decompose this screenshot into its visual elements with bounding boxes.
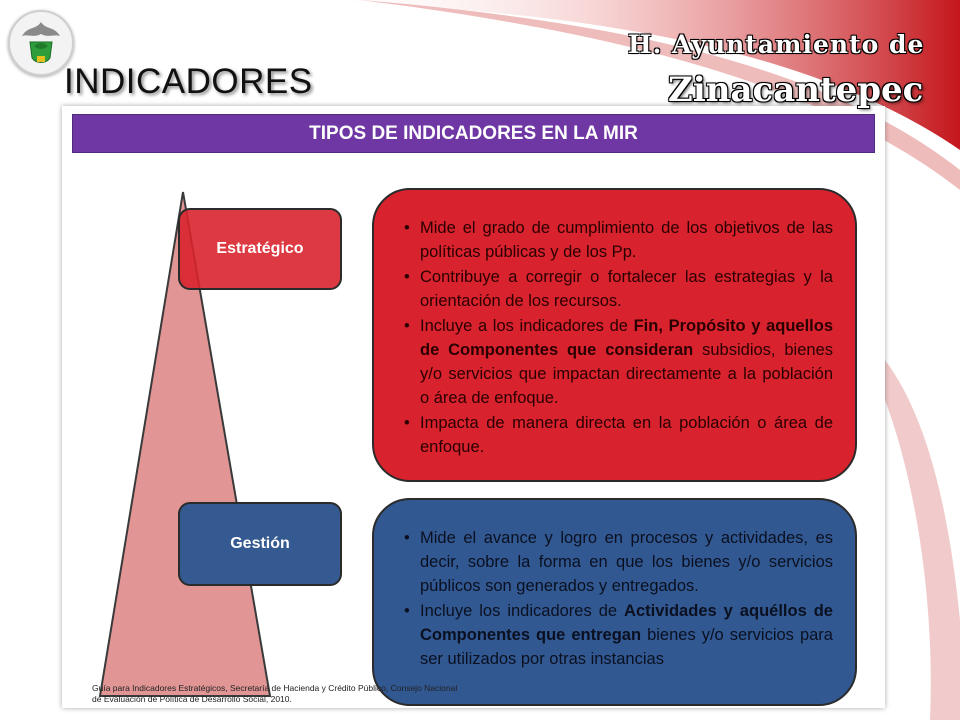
page-title: INDICADORES [64, 62, 313, 101]
estrategico-label: Estratégico [178, 208, 342, 290]
bullet-text: Incluye los indicadores de [420, 602, 625, 620]
source-citation: Guía para Indicadores Estratégicos, Secretaría de Hacienda y Crédito Público, Consejo Nacional de Evaluación de Política de Desarrollo Social, 2010. [92, 683, 458, 704]
brand-line-2: Zinacantepec [668, 70, 924, 110]
bullet-text: subsidios, bienes y/o servicios que impactan directamente a la población o área de enfoque. [420, 341, 833, 407]
bullet-text: bienes y/o servicios para ser utilizados por otras instancias [420, 626, 833, 668]
slide-panel [62, 106, 885, 708]
slide-banner: TIPOS DE INDICADORES EN LA MIR [72, 114, 875, 153]
list-item: • Impacta de manera directa en la población o área de enfoque. [404, 411, 833, 459]
list-item: • Mide el grado de cumplimiento de los objetivos de las políticas públicas y de los Pp. [404, 216, 833, 264]
estrategico-card [372, 188, 857, 482]
list-item: • Contribuye a corregir o fortalecer las estrategias y la orientación de los recursos. [404, 265, 833, 313]
gestion-bullets [404, 526, 833, 671]
brand-line-1: H. Ayuntamiento de [628, 30, 925, 59]
gestion-card [372, 498, 857, 706]
list-item [404, 599, 833, 671]
gestion-label: Gestión [178, 502, 342, 586]
bullet-bold-text: Fin, Propósito y aquellos de Componentes que consideran [420, 317, 834, 359]
estrategico-bullets [404, 216, 833, 459]
list-item [404, 314, 833, 410]
bullet-bold-text: Actividades y aquéllos de Componentes que entregan [420, 602, 833, 644]
bullet-text: Incluye a los indicadores de [420, 317, 634, 335]
list-item: • Mide el avance y logro en procesos y actividades, es decir, sobre la forma en que los bienes y/o servicios públicos son generados y entregados. [404, 526, 833, 598]
